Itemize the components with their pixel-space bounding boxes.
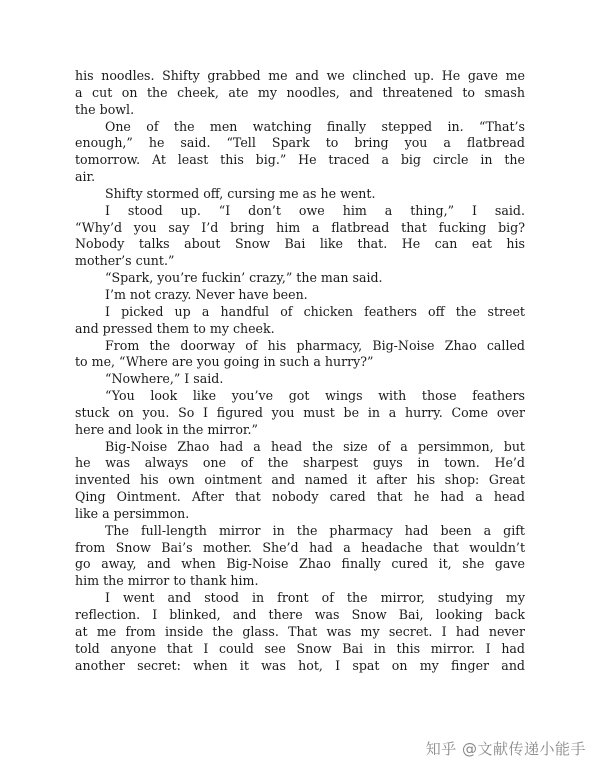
text-line: he was always one of the sharpest guys in town. He’d: [75, 455, 525, 471]
text-line: told anyone that I could see Snow Bai in this mirror. I had: [75, 640, 525, 656]
text-line: mother’s cunt.”: [75, 253, 175, 269]
text-line: Shifty stormed off, cursing me as he went.: [105, 185, 376, 201]
text-line: tomorrow. At least this big.” He traced a big circle in the: [75, 152, 525, 168]
text-line: reflection. I blinked, and there was Snow Bai, looking back: [75, 607, 525, 622]
text-line: enough,” he said. “Tell Spark to bring you a flatbread: [75, 135, 525, 151]
text-line: I picked up a handful of chicken feathers off the street: [105, 303, 525, 319]
text-line: One of the men watching finally stepped in. “That’s: [105, 118, 525, 134]
text-line: I stood up. “I don’t owe him a thing,” I said.: [105, 202, 525, 218]
text-line: go away, and when Big-Noise Zhao finally cured it, she gave: [75, 556, 525, 572]
text-line: invented his own ointment and named it after his shop: Great: [75, 472, 525, 488]
watermark: 知乎 @文献传递小能手: [425, 740, 586, 758]
text-line: his noodles. Shifty grabbed me and we clinched up. He gave me: [75, 68, 525, 83]
text-line: “You look like you’ve got wings with those feathers: [105, 388, 525, 404]
text-line: “Spark, you’re fuckin’ crazy,” the man said.: [105, 270, 383, 286]
text-line: Big-Noise Zhao had a head the size of a persimmon, but: [105, 438, 525, 454]
text-line: “Why’d you say I’d bring him a flatbread that fucking big?: [75, 219, 525, 235]
text-line: and pressed them to my cheek.: [75, 320, 275, 336]
document-page: [75, 68, 525, 674]
text-line: From the doorway of his pharmacy, Big-Noise Zhao called: [105, 337, 525, 353]
text-line: at me from inside the glass. That was my secret. I had never: [75, 623, 525, 639]
text-line: Qing Ointment. After that nobody cared that he had a head: [75, 489, 525, 505]
text-line: stuck on you. So I figured you must be in a hurry. Come over: [75, 404, 525, 420]
text-line: “Nowhere,” I said.: [105, 371, 224, 387]
text-line: from Snow Bai’s mother. She’d had a headache that wouldn’t: [75, 539, 525, 555]
text-line: Nobody talks about Snow Bai like that. He can eat his: [75, 236, 525, 252]
text-line: air.: [75, 169, 96, 185]
text-line: I’m not crazy. Never have been.: [105, 286, 308, 302]
text-line: the bowl.: [75, 101, 135, 117]
text-line: him the mirror to thank him.: [75, 573, 259, 589]
text-line: to me, “Where are you going in such a hurry?”: [75, 354, 374, 370]
text-line: like a persimmon.: [75, 505, 190, 521]
text-line: The full-length mirror in the pharmacy had been a gift: [105, 522, 525, 538]
text-line: a cut on the cheek, ate my noodles, and threatened to smash: [75, 84, 525, 100]
text-line: here and look in the mirror.”: [75, 421, 258, 437]
text-line: another secret: when it was hot, I spat on my finger and: [75, 657, 525, 673]
text-line: I went and stood in front of the mirror, studying my: [105, 590, 525, 606]
